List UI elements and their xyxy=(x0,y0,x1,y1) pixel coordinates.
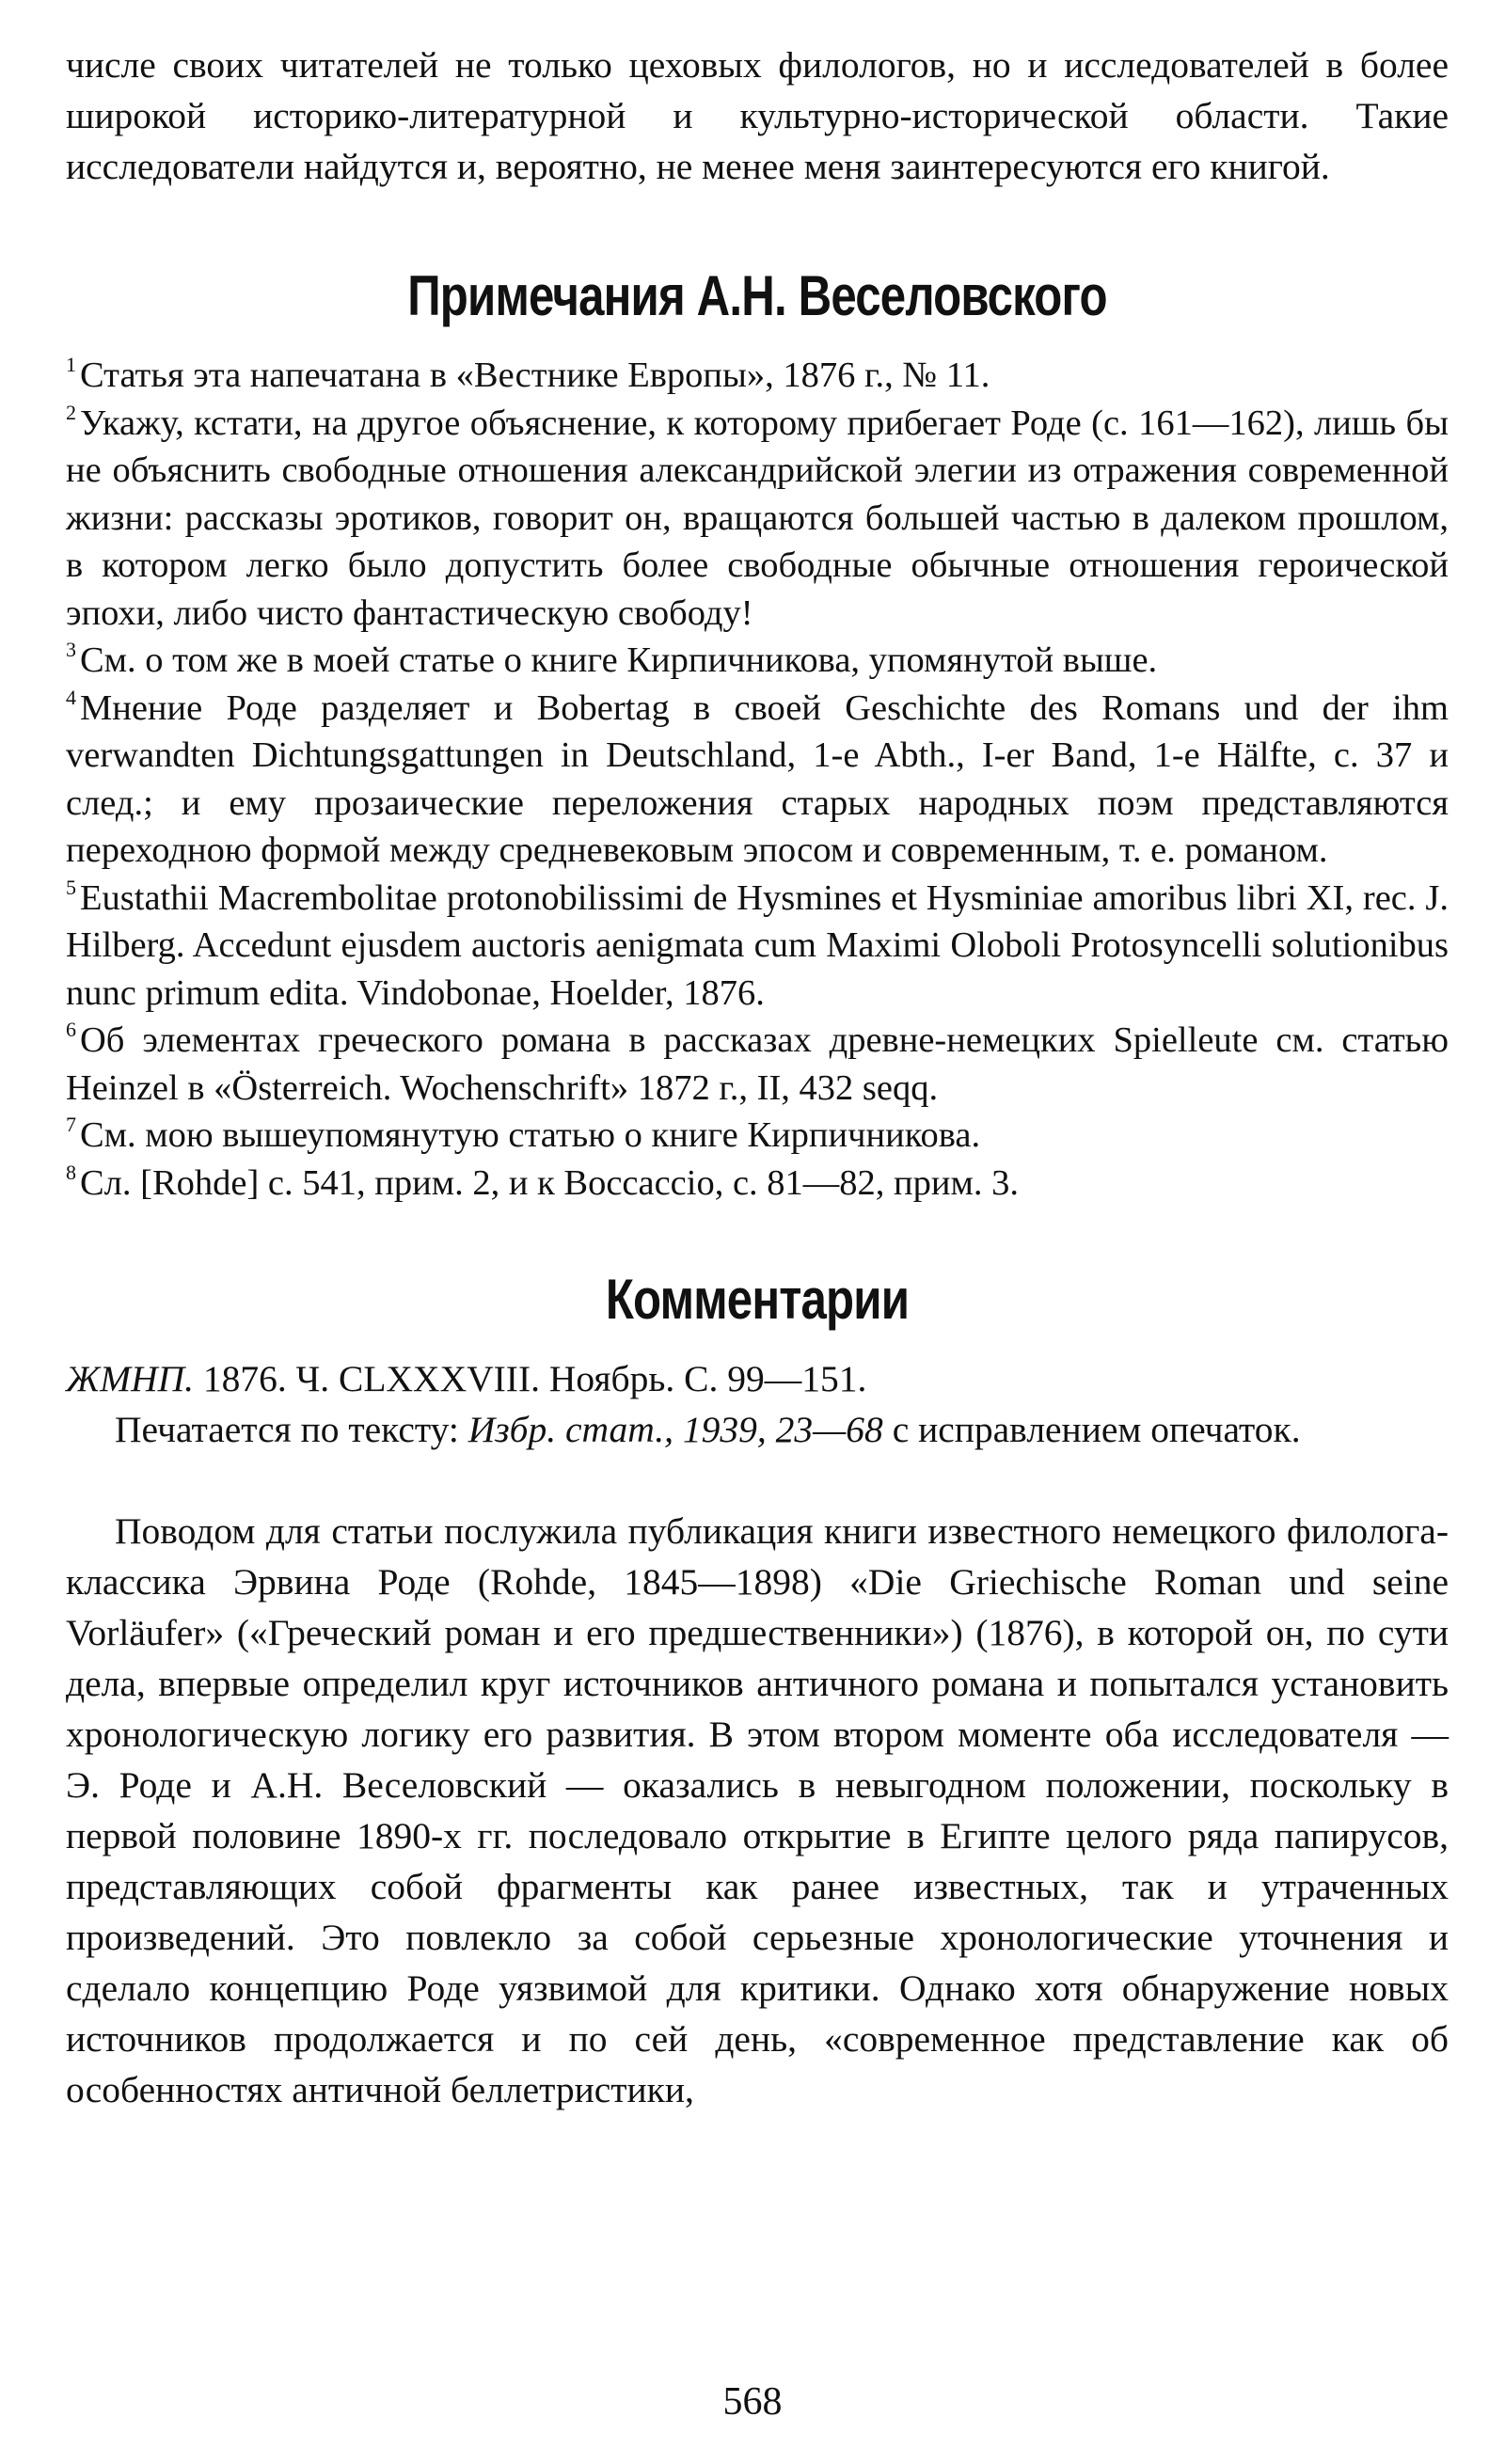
notes-heading: Примечания А.Н. Веселовского xyxy=(407,264,1107,327)
note-number: 3 xyxy=(66,638,76,661)
note-text: Сл. [Rohde] с. 541, прим. 2, и к Boccaccio, с. 81—82, прим. 3. xyxy=(80,1162,1019,1203)
note-number: 6 xyxy=(66,1018,76,1041)
source-journal: ЖМНП. xyxy=(66,1358,195,1399)
intro-paragraph: числе своих читателей не только цеховых филологов, но и исследователей в более широкой историко-литературной и культурно-исторической области. Такие исследователи найдутся и, вероятно, не менее меня заинтересуются его книгой. xyxy=(66,44,1449,187)
note-item xyxy=(66,875,1449,1018)
note-item xyxy=(66,1017,1449,1112)
printed-suffix: с исправлением опечаток. xyxy=(892,1409,1301,1450)
printed-reference: Избр. стат., 1939, 23—68 xyxy=(467,1409,883,1450)
commentary-heading: Комментарии xyxy=(605,1268,910,1331)
note-item xyxy=(66,352,1449,400)
note-number: 2 xyxy=(66,400,76,424)
note-item xyxy=(66,1160,1449,1208)
note-text: Статья эта напечатана в «Вестнике Европы», 1876 г., № 11. xyxy=(80,355,990,395)
note-number: 7 xyxy=(66,1113,76,1136)
note-text: Eustathii Macrembolitae protonobilissimi de Hysmines et Hysminiae amoribus libri XI, rec. J. Hilberg. Accedunt ejusdem auctoris aenigmata cum Maximi Oloboli Protosyncelli solutionibus nunc primum edita. Vindobonae, Hoelder, 1876. xyxy=(66,877,1449,1013)
page-number: 568 xyxy=(722,2380,783,2424)
source-details: 1876. Ч. CLXXXVIII. Ноябрь. С. 99—151. xyxy=(202,1358,867,1399)
printed-from-line xyxy=(66,1404,1449,1455)
note-item xyxy=(66,400,1449,638)
commentary-text: Поводом для статьи послужила публикация книги известного немецкого филолога-классика Эрвина Роде (Rohde, 1845—1898) «Die Griechische Roman und seine Vorläufer» («Греческий роман и его предшественники») (1876), в которой он, по сути дела, впервые определил круг источников античного романа и попытался установить хронологическую логику его развития. В этом втором моменте оба исследователя — Э. Роде и А.Н. Веселовский — оказались в невыгодном положении, поскольку в первой половине 1890-х гг. последовало открытие в Египте целого ряда папирусов, представляющих собой фрагменты как ранее известных, так и утраченных произведений. Это повлекло за собой серьезные хронологические уточнения и сделало концепцию Роде уязвимой для критики. Однако хотя обнаружение новых источников продолжается и по сей день, «современное представление как об особенностях античной беллетристики, xyxy=(66,1510,1449,2110)
page-content xyxy=(66,39,1449,2115)
note-text: Мнение Роде разделяет и Bobertag в своей Geschichte des Romans und der ihm verwandten Dichtungsgattungen in Deutschland, 1-e Abth., I-er Band, 1-e Hälfte, с. 37 и след.; и ему прозаические переложения старых народных поэм представляются переходною формой между средневековым эпосом и современным, т. е. романом. xyxy=(66,687,1449,870)
note-number: 4 xyxy=(66,685,76,709)
notes-list xyxy=(66,352,1449,1207)
note-text: Укажу, кстати, на другое объяснение, к которому прибегает Роде (с. 161—162), лишь бы не объяснить свободные отношения александрийской элегии из отражения современной жизни: рассказы эротиков, говорит он, вращаются большей частью в далеком прошлом, в котором легко было допустить более свободные обычные отношения героической эпохи, либо чисто фантастическую свободу! xyxy=(66,403,1449,633)
note-item xyxy=(66,685,1449,875)
commentary-paragraph xyxy=(66,1506,1449,2115)
note-number: 1 xyxy=(66,353,76,376)
note-number: 8 xyxy=(66,1160,76,1184)
source-line xyxy=(66,1353,1449,1404)
commentary-source xyxy=(66,1353,1449,1455)
note-item xyxy=(66,637,1449,685)
note-text: См. о том же в моей статье о книге Кирпичникова, упомянутой выше. xyxy=(80,640,1158,680)
note-text: Об элементах греческого романа в рассказах древне-немецких Spielleute см. статью Heinzel в «Österreich. Wochenschrift» 1872 г., II, 432 seqq. xyxy=(66,1020,1449,1108)
printed-prefix: Печатается по тексту: xyxy=(115,1409,459,1450)
note-item xyxy=(66,1112,1449,1160)
note-text: См. мою вышеупомянутую статью о книге Кирпичникова. xyxy=(80,1115,981,1155)
note-number: 5 xyxy=(66,875,76,899)
